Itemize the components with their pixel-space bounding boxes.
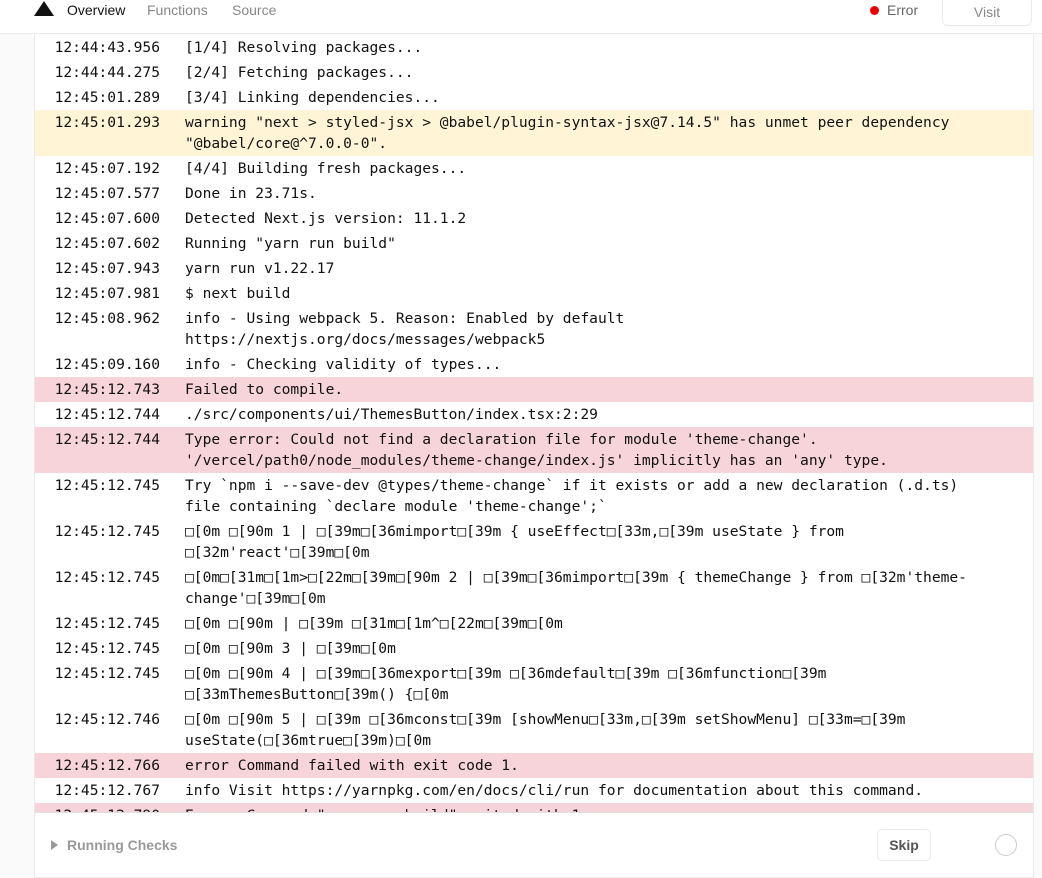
tab-functions[interactable]: Functions (147, 2, 208, 18)
top-navigation (0, 0, 1042, 34)
log-message: □[0m □[90m 3 | □[39m□[0m (185, 640, 396, 657)
log-message: info - Checking validity of types... (185, 356, 502, 373)
log-timestamp: 12:45:07.192 (54, 160, 160, 177)
deployment-status (870, 2, 918, 18)
log-message: $ next build (185, 285, 291, 302)
log-message: [4/4] Building fresh packages... (185, 160, 467, 177)
log-message: warning "next > styled-jsx > @babel/plugin-syntax-jsx@7.14.5" has unmet peer dependency "@babel/core@^7.0.0-0". (185, 114, 959, 152)
log-message: □[0m□[31m□[1m>□[22m□[39m□[90m 2 | □[39m□[36mimport□[39m { themeChange } from □[32m'theme-change'□[39m□[0m (185, 569, 967, 607)
log-row (35, 256, 1033, 281)
log-row (35, 519, 1033, 565)
log-row (35, 181, 1033, 206)
log-message: ./src/components/ui/ThemesButton/index.tsx:2:29 (185, 406, 598, 423)
loading-spinner-icon (995, 834, 1017, 856)
log-timestamp: 12:45:07.600 (54, 210, 160, 227)
log-message: Failed to compile. (185, 381, 344, 398)
log-row (35, 352, 1033, 377)
log-row (35, 231, 1033, 256)
log-timestamp: 12:45:12.745 (54, 640, 160, 657)
log-message: [1/4] Resolving packages... (185, 39, 423, 56)
log-row (35, 661, 1033, 707)
log-message: Done in 23.71s. (185, 185, 317, 202)
log-timestamp: 12:45:12.744 (54, 406, 160, 423)
log-message: □[0m □[90m 4 | □[39m□[36mexport□[39m □[36mdefault□[39m □[36mfunction□[39m □[33mThemesButton□[39m() {□[0m (185, 665, 836, 703)
error-status-dot-icon (870, 6, 879, 15)
log-row (35, 377, 1033, 402)
log-timestamp: 12:45:12.743 (54, 381, 160, 398)
log-row (35, 35, 1033, 60)
expand-caret-icon[interactable] (51, 840, 58, 850)
log-row (35, 636, 1033, 661)
log-message: error Command failed with exit code 1. (185, 757, 519, 774)
log-message: Type error: Could not find a declaration file for module 'theme-change'. '/vercel/path0/node_modules/theme-change/index.js' implicitly has an 'any' type. (185, 431, 888, 469)
log-timestamp: 12:45:07.943 (54, 260, 160, 277)
log-timestamp: 12:45:01.289 (54, 89, 160, 106)
log-row (35, 306, 1033, 352)
log-row (35, 778, 1033, 803)
log-message: □[0m □[90m | □[39m □[31m□[1m^□[22m□[39m□[0m (185, 615, 563, 632)
log-row (35, 85, 1033, 110)
status-label: Error (887, 2, 919, 18)
log-timestamp: 12:45:09.160 (54, 356, 160, 373)
log-row (35, 402, 1033, 427)
log-row (35, 156, 1033, 181)
log-list (35, 24, 1033, 828)
log-row (35, 611, 1033, 636)
running-checks-bar (34, 812, 1034, 878)
log-row (35, 206, 1033, 231)
log-row (35, 281, 1033, 306)
tab-source[interactable]: Source (232, 2, 277, 18)
log-message: □[0m □[90m 5 | □[39m □[36mconst□[39m [showMenu□[33m,□[39m setShowMenu] □[33m=□[39m useState(□[36mtrue□[39m)□[0m (185, 711, 915, 749)
log-row (35, 753, 1033, 778)
log-timestamp: 12:45:12.745 (54, 615, 160, 632)
log-timestamp: 12:45:01.293 (54, 114, 160, 131)
log-timestamp: 12:45:12.766 (54, 757, 160, 774)
log-timestamp: 12:45:12.745 (54, 569, 160, 586)
log-timestamp: 12:45:12.767 (54, 782, 160, 799)
log-message: yarn run v1.22.17 (185, 260, 335, 277)
visit-button[interactable]: Visit (942, 0, 1032, 26)
log-timestamp: 12:44:43.956 (54, 39, 160, 56)
log-message: Try `npm i --save-dev @types/theme-change` if it exists or add a new declaration (.d.ts) file containing `declare module 'theme-change';` (185, 477, 967, 515)
log-timestamp: 12:44:44.275 (54, 64, 160, 81)
log-message: [2/4] Fetching packages... (185, 64, 414, 81)
log-timestamp: 12:45:12.745 (54, 477, 160, 494)
log-row (35, 427, 1033, 473)
build-log-panel[interactable] (34, 24, 1034, 812)
log-message: info Visit https://yarnpkg.com/en/docs/cli/run for documentation about this command. (185, 782, 924, 799)
log-timestamp: 12:45:12.744 (54, 431, 160, 448)
vercel-logo-icon[interactable] (34, 1, 54, 16)
log-message: □[0m □[90m 1 | □[39m□[36mimport□[39m { useEffect□[33m,□[39m useState } from □[32m'react'□[39m□[0m (185, 523, 853, 561)
log-row (35, 565, 1033, 611)
log-message: info - Using webpack 5. Reason: Enabled by default https://nextjs.org/docs/messages/webpack5 (185, 310, 634, 348)
log-timestamp: 12:45:12.746 (54, 711, 160, 728)
log-row (35, 707, 1033, 753)
log-row (35, 110, 1033, 156)
log-message: Detected Next.js version: 11.1.2 (185, 210, 467, 227)
log-timestamp: 12:45:12.745 (54, 665, 160, 682)
log-timestamp: 12:45:07.577 (54, 185, 160, 202)
skip-button[interactable]: Skip (877, 829, 931, 861)
log-timestamp: 12:45:07.981 (54, 285, 160, 302)
log-row (35, 473, 1033, 519)
log-timestamp: 12:45:08.962 (54, 310, 160, 327)
tab-overview[interactable]: Overview (67, 2, 126, 18)
log-message: Running "yarn run build" (185, 235, 396, 252)
log-message: [3/4] Linking dependencies... (185, 89, 440, 106)
log-row (35, 60, 1033, 85)
log-timestamp: 12:45:07.602 (54, 235, 160, 252)
running-checks-label[interactable]: Running Checks (67, 837, 178, 853)
log-timestamp: 12:45:12.745 (54, 523, 160, 540)
